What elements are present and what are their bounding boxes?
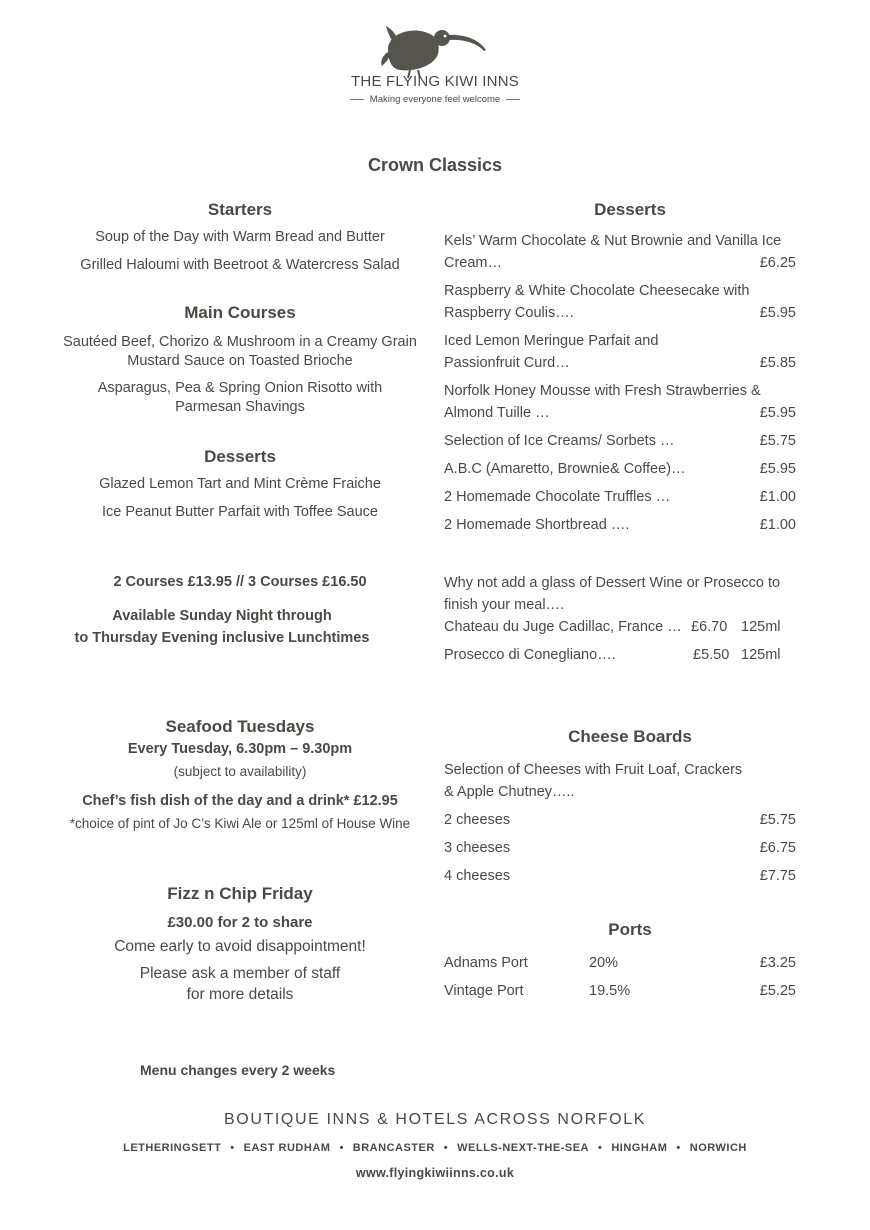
dessert-name-cont: Passionfruit Curd… xyxy=(444,355,570,371)
seafood-note: (subject to availability) xyxy=(173,764,307,779)
dessert-name: 2 Homemade Chocolate Truffles … xyxy=(444,489,671,505)
dessert-item xyxy=(444,458,796,480)
fizz-line: for more details xyxy=(186,986,294,1003)
dessert-item xyxy=(444,330,796,374)
main-courses-heading: Main Courses xyxy=(184,303,296,322)
dessert-item xyxy=(444,514,796,536)
ports-heading: Ports xyxy=(608,920,652,939)
dessert-wine-section xyxy=(444,572,796,672)
port-name: Adnams Port xyxy=(444,955,528,971)
fizz-heading: Fizz n Chip Friday xyxy=(167,884,313,903)
wine-price: £6.70 xyxy=(691,619,728,635)
desserts-heading: Desserts xyxy=(594,200,666,219)
main-course-line: Parmesan Shavings xyxy=(175,399,305,415)
seafood-offer: Chef’s fish dish of the day and a drink* £12.95 xyxy=(82,793,398,809)
cheese-name: 2 cheeses xyxy=(444,812,511,828)
main-course-line: Sautéed Beef, Chorizo & Mushroom in a Creamy Grain xyxy=(63,334,417,350)
fizz-price: £30.00 for 2 to share xyxy=(167,914,313,931)
footer-towns xyxy=(0,1142,870,1154)
tagline-text: Making everyone feel welcome xyxy=(369,94,501,105)
port-abv: 19.5% xyxy=(589,983,631,999)
dessert-price: £5.75 xyxy=(759,433,796,449)
dessert-wine-intro xyxy=(444,572,804,616)
dessert-price: £5.95 xyxy=(759,405,796,421)
dessert-wine-item xyxy=(444,644,796,666)
town: LETHERINGSETT xyxy=(123,1142,222,1154)
ports-section xyxy=(444,952,796,1008)
wine-size: 125ml xyxy=(741,619,781,635)
town-separator: • xyxy=(676,1142,681,1154)
town: EAST RUDHAM xyxy=(243,1142,331,1154)
website-link[interactable]: www.flyingkiwiinns.co.uk xyxy=(355,1166,515,1180)
starter-item: Soup of the Day with Warm Bread and Butter xyxy=(95,229,385,245)
dessert-name-cont: Almond Tuille … xyxy=(444,405,550,421)
dessert-wine-item xyxy=(444,616,796,638)
brand-name: THE FLYING KIWI INNS xyxy=(351,73,519,90)
dessert-price: £1.00 xyxy=(759,517,796,533)
tagline-rule-left xyxy=(350,99,364,100)
main-course-line: Asparagus, Pea & Spring Onion Risotto with xyxy=(97,380,383,396)
dessert-name-cont: Raspberry Coulis…. xyxy=(444,305,574,321)
dessert-wine-intro-line: finish your meal…. xyxy=(444,597,565,613)
cheese-intro-line: Selection of Cheeses with Fruit Loaf, Crackers xyxy=(444,762,743,778)
port-item xyxy=(444,952,796,974)
dessert-name: A.B.C (Amaretto, Brownie& Coffee)… xyxy=(444,461,686,477)
seafood-heading: Seafood Tuesdays xyxy=(165,717,315,736)
starters-heading: Starters xyxy=(207,200,273,219)
dessert-price: £5.95 xyxy=(759,461,796,477)
wine-size: 125ml xyxy=(741,647,781,663)
dessert-price: £5.95 xyxy=(759,305,796,321)
dessert-item xyxy=(444,486,796,508)
dessert-price: £5.85 xyxy=(759,355,796,371)
brand-tagline xyxy=(0,94,870,105)
set-menu-pricing: 2 Courses £13.95 // 3 Courses £16.50 xyxy=(113,574,367,590)
cheese-item xyxy=(444,837,796,859)
dessert-name: Norfolk Honey Mousse with Fresh Strawberries & xyxy=(444,383,761,399)
town-separator: • xyxy=(230,1142,235,1154)
port-price: £5.25 xyxy=(759,983,796,999)
seafood-footnote: *choice of pint of Jo C’s Kiwi Ale or 125ml of House Wine xyxy=(69,816,411,831)
town: HINGHAM xyxy=(611,1142,668,1154)
dessert-name: Kels’ Warm Chocolate & Nut Brownie and Vanilla Ice xyxy=(444,233,782,249)
starter-item: Grilled Haloumi with Beetroot & Watercress Salad xyxy=(80,257,400,273)
cheese-heading: Cheese Boards xyxy=(568,727,692,746)
availability-line: to Thursday Evening inclusive Lunchtimes xyxy=(74,630,370,646)
fizz-details xyxy=(40,963,440,1005)
town-separator: • xyxy=(598,1142,603,1154)
cheese-name: 4 cheeses xyxy=(444,868,511,884)
set-dessert-item: Ice Peanut Butter Parfait with Toffee Sauce xyxy=(102,504,378,520)
tagline-rule-right xyxy=(506,99,520,100)
set-menu-availability xyxy=(22,605,422,649)
town-separator: • xyxy=(339,1142,344,1154)
dessert-item xyxy=(444,280,796,324)
wine-name: Chateau du Juge Cadillac, France … xyxy=(444,619,682,635)
town-separator: • xyxy=(443,1142,449,1154)
main-course-line: Mustard Sauce on Toasted Brioche xyxy=(127,353,353,369)
menu-changes-note: Menu changes every 2 weeks xyxy=(140,1062,336,1078)
port-price: £3.25 xyxy=(759,955,796,971)
dessert-item xyxy=(444,230,796,274)
dessert-wine-intro-line: Why not add a glass of Dessert Wine or Prosecco to xyxy=(444,575,781,591)
town: BRANCASTER xyxy=(352,1142,435,1154)
port-abv: 20% xyxy=(589,955,619,971)
cheese-intro-line: & Apple Chutney….. xyxy=(444,784,575,800)
footer-headline: BOUTIQUE INNS & HOTELS ACROSS NORFOLK xyxy=(224,1111,646,1128)
dessert-price: £6.25 xyxy=(759,255,796,271)
dessert-name: Selection of Ice Creams/ Sorbets … xyxy=(444,433,675,449)
dessert-name: 2 Homemade Shortbread …. xyxy=(444,517,630,533)
cheese-item xyxy=(444,865,796,887)
dessert-name: Iced Lemon Meringue Parfait and xyxy=(444,333,659,349)
port-name: Vintage Port xyxy=(444,983,524,999)
dessert-list xyxy=(444,230,796,540)
dessert-price: £1.00 xyxy=(759,489,796,505)
dessert-item xyxy=(444,380,796,424)
fizz-line: Please ask a member of staff xyxy=(139,965,341,982)
fizz-line: Come early to avoid disappointment! xyxy=(114,938,366,955)
cheese-price: £5.75 xyxy=(759,812,796,828)
town: WELLS-NEXT-THE-SEA xyxy=(457,1142,589,1154)
cheese-name: 3 cheeses xyxy=(444,840,511,856)
cheese-intro xyxy=(444,759,796,803)
cheese-price: £7.75 xyxy=(759,868,796,884)
port-item xyxy=(444,980,796,1002)
cheese-price: £6.75 xyxy=(759,840,796,856)
cheese-item xyxy=(444,809,796,831)
wine-price: £5.50 xyxy=(693,647,730,663)
page-title: Crown Classics xyxy=(367,155,503,175)
set-dessert-item: Glazed Lemon Tart and Mint Crème Fraiche xyxy=(99,476,381,492)
set-desserts-heading: Desserts xyxy=(204,447,276,466)
main-course-item xyxy=(40,333,440,371)
availability-line: Available Sunday Night through xyxy=(112,608,332,624)
wine-name: Prosecco di Conegliano…. xyxy=(444,647,616,663)
seafood-time: Every Tuesday, 6.30pm – 9.30pm xyxy=(127,741,353,757)
main-course-item xyxy=(40,379,440,417)
cheese-section xyxy=(444,759,796,889)
town: NORWICH xyxy=(689,1142,747,1154)
dessert-item xyxy=(444,430,796,452)
dessert-name-cont: Cream… xyxy=(444,255,503,271)
dessert-name: Raspberry & White Chocolate Cheesecake with xyxy=(444,283,750,299)
